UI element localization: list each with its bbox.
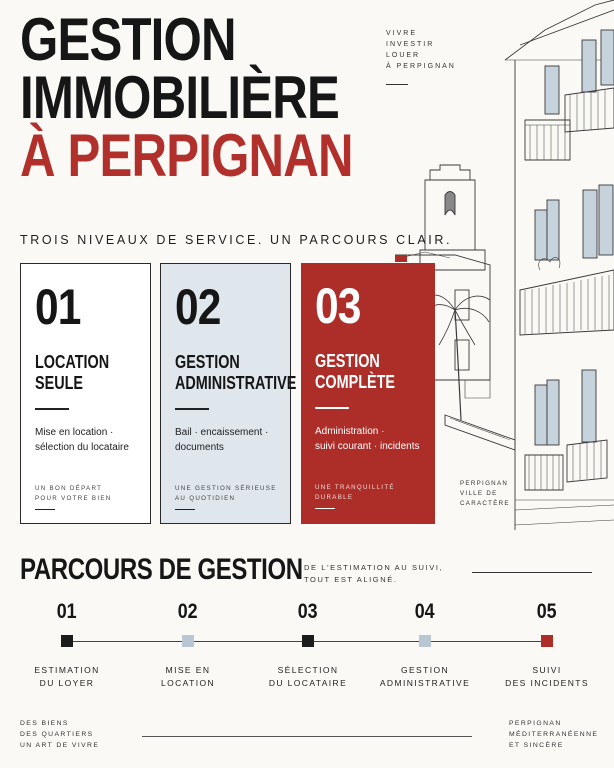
title-line-2: IMMOBILIÈRE [20,64,339,132]
card-note [175,484,295,504]
step-label-line: MISE EN [165,665,211,675]
step-label-line: ESTIMATION [34,665,100,675]
step-number: 04 [415,600,435,623]
tagline-line: VIVRE [386,30,418,37]
step-marker [541,635,553,647]
footer-left [20,718,99,751]
card-description [35,425,153,455]
card-name [175,352,297,394]
step-label [253,664,363,690]
section-sub-line: DE L'ESTIMATION AU SUIVI, [304,563,444,572]
section-sub-line: TOUT EST ALIGNÉ. [304,575,398,584]
card-desc-line: Bail · encaissement · [175,427,269,438]
card-name-line: COMPLÈTE [315,372,396,392]
service-card-gestion-complete [301,263,435,524]
step-label-line: DU LOCATAIRE [268,678,348,688]
card-name-line: LOCATION [35,352,110,372]
footer-right-line: MÉDITERRANÉENNE [509,731,599,738]
step-number: 02 [178,600,198,623]
section-divider [472,572,592,573]
card-name [315,351,407,393]
step-marker [419,635,431,647]
title-line-3: À PERPIGNAN [20,122,353,190]
card-note-line: AU QUOTIDIEN [175,495,236,502]
perp-note-line: VILLE DE [460,490,498,497]
card-desc-line: Administration · [315,426,385,437]
tagline-line: INVESTIR [386,41,435,48]
card-bottom-divider [315,508,335,509]
step-marker [182,635,194,647]
card-name-line: GESTION [175,352,240,372]
step-label-line: DES INCIDENTS [505,678,589,688]
card-number: 01 [35,279,81,335]
card-bottom-divider [175,509,195,510]
card-description [315,424,433,454]
perp-note-line: CARACTÈRE [460,500,510,507]
step-number: 05 [537,600,557,623]
step-number: 03 [298,600,318,623]
timeline-step [133,600,243,690]
card-number: 02 [175,279,221,335]
card-description [175,425,293,455]
card-note-line: UNE GESTION SÉRIEUSE [175,485,277,492]
perpignan-note [460,479,510,509]
card-desc-line: suivi courant · incidents [315,441,420,452]
step-label [370,664,480,690]
section-subtitle [304,562,443,586]
card-divider [315,407,349,409]
card-note [315,483,435,503]
footer-right-line: PERPIGNAN [509,720,562,727]
footer-right [509,718,598,751]
step-label [133,664,243,690]
title-line-1: GESTION [20,6,236,73]
step-marker [61,635,73,647]
step-label-line: GESTION [400,665,450,675]
step-number: 01 [57,600,77,623]
footer-right-line: ET SINCÈRE [509,742,564,749]
step-label-line: SUIVI [532,665,562,675]
step-label-line: ADMINISTRATIVE [379,678,471,688]
card-divider [35,408,69,410]
footer-left-line: DES BIENS [20,720,69,727]
card-divider [175,408,209,410]
footer-divider [142,736,472,737]
card-note-line: UN BON DÉPART [35,485,103,492]
card-number: 03 [315,278,361,334]
timeline-step [253,600,363,690]
subtitle: TROIS NIVEAUX DE SERVICE. UN PARCOURS CLAIR. [20,233,453,247]
timeline-step [12,600,122,690]
section-title: PARCOURS DE GESTION [20,553,303,586]
timeline-step [492,600,602,690]
card-bottom-divider [35,509,55,510]
service-card-location-seule [20,263,151,524]
step-marker [302,635,314,647]
step-label-line: DU LOYER [39,678,95,688]
footer-left-line: DES QUARTIERS [20,731,94,738]
footer-left-line: UN ART DE VIVRE [20,742,100,749]
card-desc-line: sélection du locataire [35,442,129,453]
card-name [35,352,127,394]
perp-note-line: PERPIGNAN [460,480,509,487]
card-name-line: GESTION [315,351,380,371]
card-note-line: UNE TRANQUILLITÉ [315,484,395,491]
timeline-step [370,600,480,690]
card-note-line: POUR VOTRE BIEN [35,495,112,502]
card-name-line: ADMINISTRATIVE [175,373,297,393]
page-title [20,6,426,190]
step-label-line: LOCATION [160,678,216,688]
tagline-line: LOUER [386,52,421,59]
card-note [35,484,155,504]
card-desc-line: Mise en location · [35,427,114,438]
step-label [492,664,602,690]
service-card-gestion-administrative [160,263,297,524]
card-note-line: DURABLE [315,494,354,501]
step-label [12,664,122,690]
tagline-line: À PERPIGNAN [386,63,456,70]
step-label-line: SÉLECTION [277,665,339,675]
card-desc-line: documents [175,442,224,453]
card-name-line: SEULE [35,373,84,393]
